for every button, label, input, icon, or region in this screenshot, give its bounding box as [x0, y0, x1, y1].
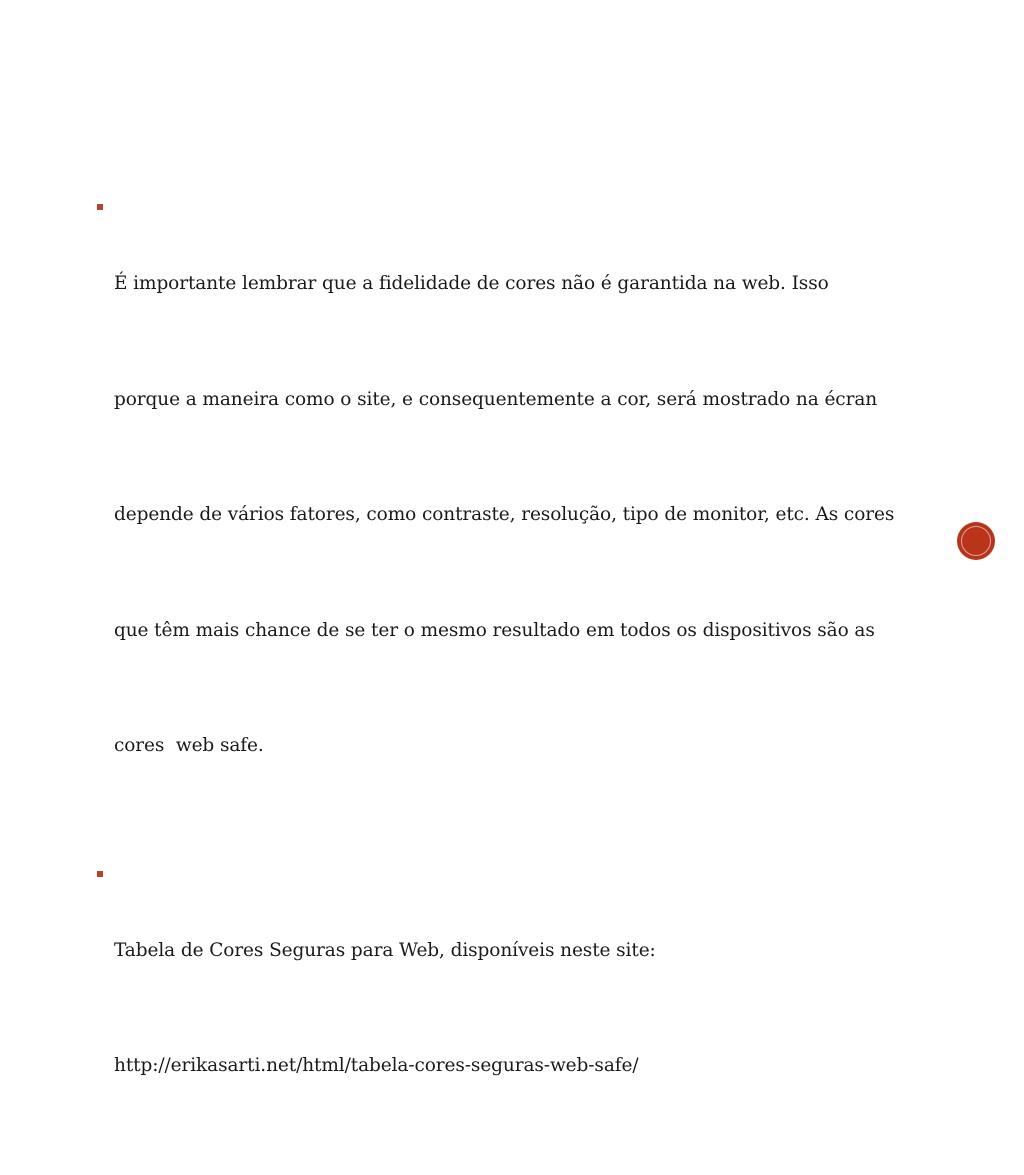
bullet-line: cores web safe.	[114, 735, 264, 756]
square-bullet-icon	[97, 871, 103, 877]
link-text[interactable]: http://erikasarti.net/html/tabela-cores-seguras-web-safe/	[114, 1055, 639, 1076]
bullet-line: que têm mais chance de se ter o mesmo resultado em todos os dispositivos são as	[114, 619, 875, 641]
bullet-line: É importante lembrar que a fidelidade de cores não é garantida na web. Isso	[114, 273, 829, 294]
slide-number	[958, 523, 994, 559]
bullet-line: Tabela de Cores Seguras para Web, disponíveis neste site:	[114, 939, 656, 961]
bullet-item	[96, 188, 946, 843]
square-bullet-icon	[97, 204, 103, 210]
slide-number-badge	[958, 523, 994, 559]
bullet-item	[96, 855, 946, 1163]
bullet-text	[114, 855, 946, 1163]
slide-body	[96, 188, 946, 1175]
bullet-text	[114, 188, 946, 843]
bullet-line: porque a maneira como o site, e consequentemente a cor, será mostrado na écran	[114, 388, 878, 410]
bullet-line: depende de vários fatores, como contraste, resolução, tipo de monitor, etc. As cores	[114, 504, 895, 525]
